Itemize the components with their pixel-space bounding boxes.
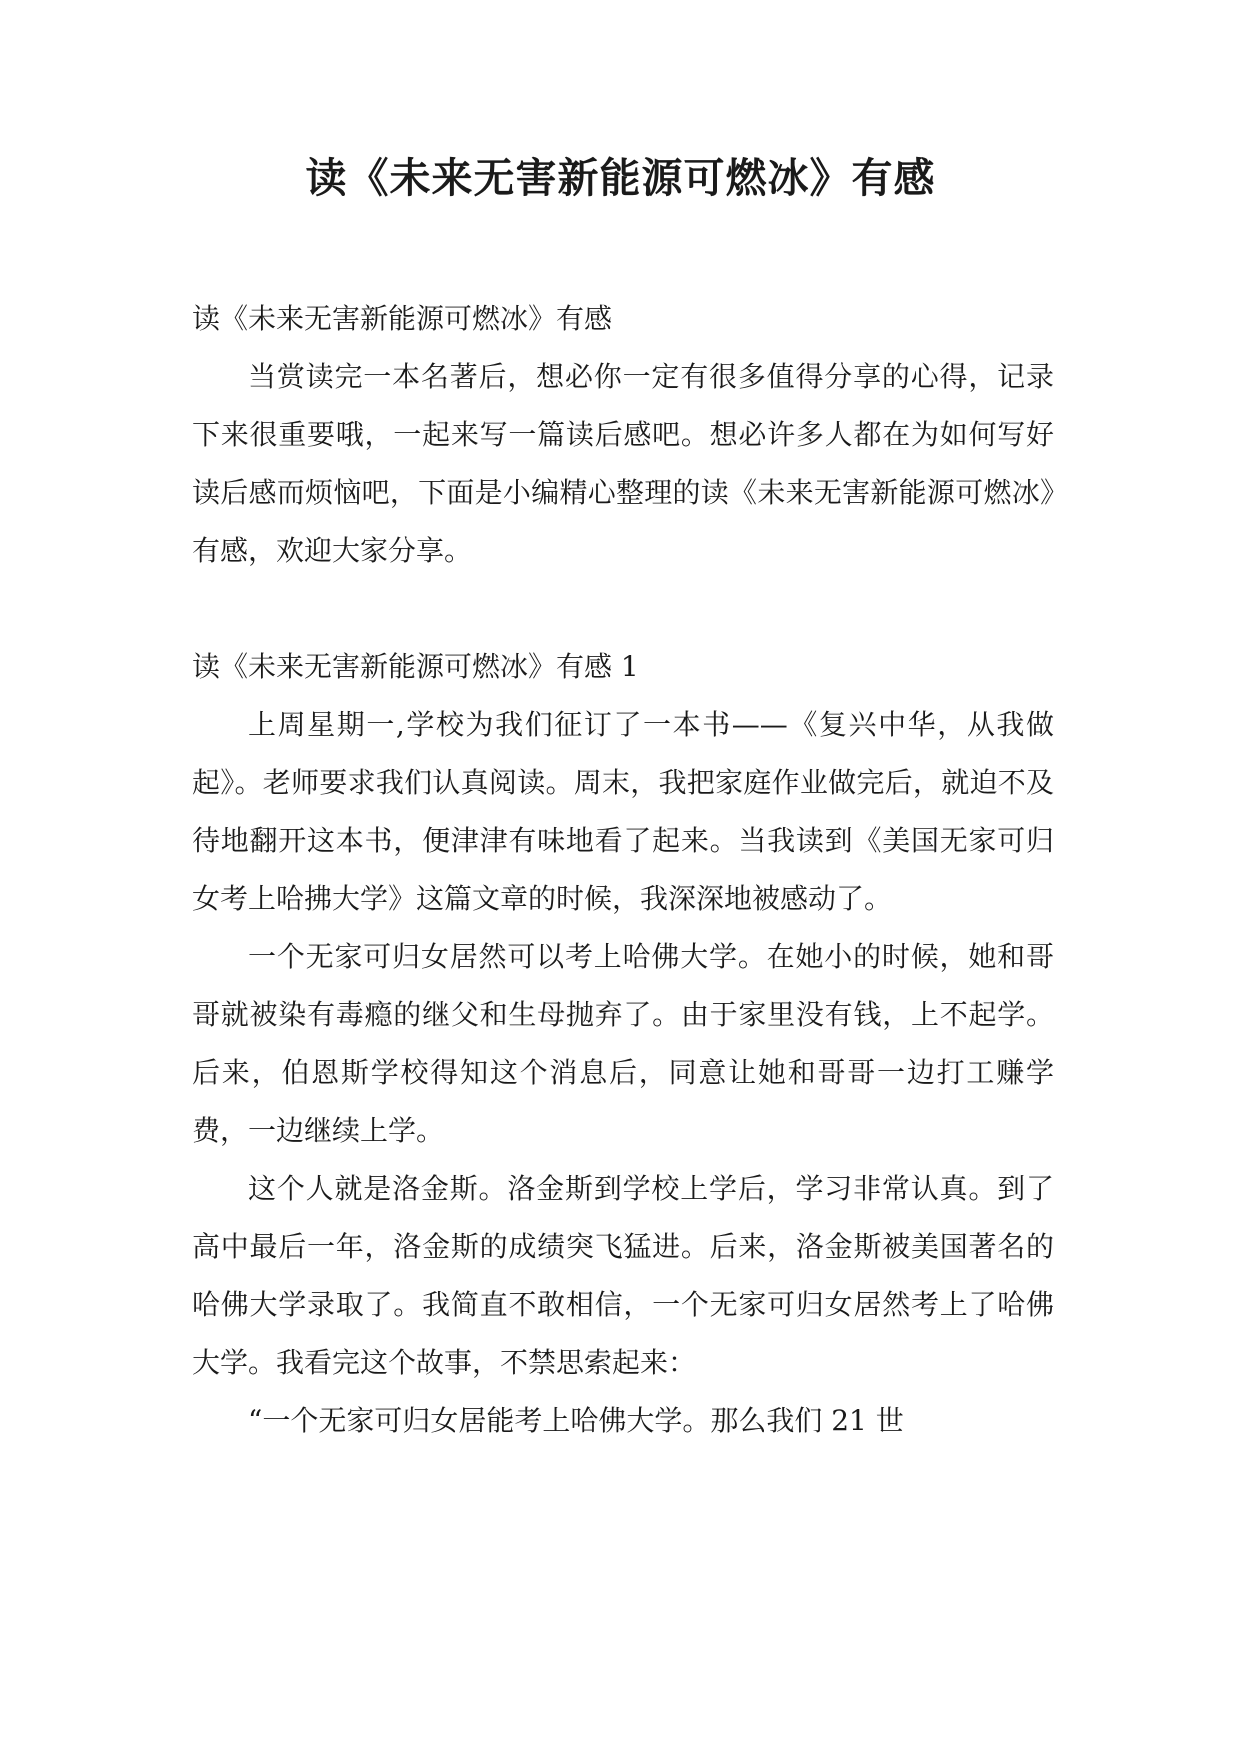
section-heading: 读《未来无害新能源可燃冰》有感 1 xyxy=(192,650,639,683)
body-paragraph-partial: “一个无家可归女居能考上哈佛大学。那么我们 21 世 xyxy=(248,1404,904,1437)
intro-paragraph: 当赏读完一本名著后，想必你一定有很多值得分享的心得，记录下来很重要哦，一起来写一篇读后感吧。想必许多人都在为如何写好读后感而烦恼吧，下面是小编精心整理的读《未来无害新能源可燃冰》有感，欢迎大家分享。 xyxy=(192,360,1054,567)
body-paragraph: 一个无家可归女居然可以考上哈佛大学。在她小的时候，她和哥哥就被染有毒瘾的继父和生母抛弃了。由于家里没有钱，上不起学。后来，伯恩斯学校得知这个消息后，同意让她和哥哥一边打工赚学费，一边继续上学。 xyxy=(192,940,1054,1147)
body-paragraph: 这个人就是洛金斯。洛金斯到学校上学后，学习非常认真。到了高中最后一年，洛金斯的成绩突飞猛进。后来，洛金斯被美国著名的哈佛大学录取了。我简直不敢相信，一个无家可归女居然考上了哈佛大学。我看完这个故事，不禁思索起来： xyxy=(192,1172,1054,1379)
document-body xyxy=(192,290,1054,1450)
section-spacer xyxy=(192,580,1054,638)
intro-heading: 读《未来无害新能源可燃冰》有感 xyxy=(192,302,613,335)
body-paragraph: 上周星期一,学校为我们征订了一本书——《复兴中华，从我做起》。老师要求我们认真阅读。周末，我把家庭作业做完后，就迫不及待地翻开这本书，便津津有味地看了起来。当我读到《美国无家可归女考上哈拂大学》这篇文章的时候，我深深地被感动了。 xyxy=(192,708,1054,915)
document-title: 读《未来无害新能源可燃冰》有感 xyxy=(305,154,936,202)
